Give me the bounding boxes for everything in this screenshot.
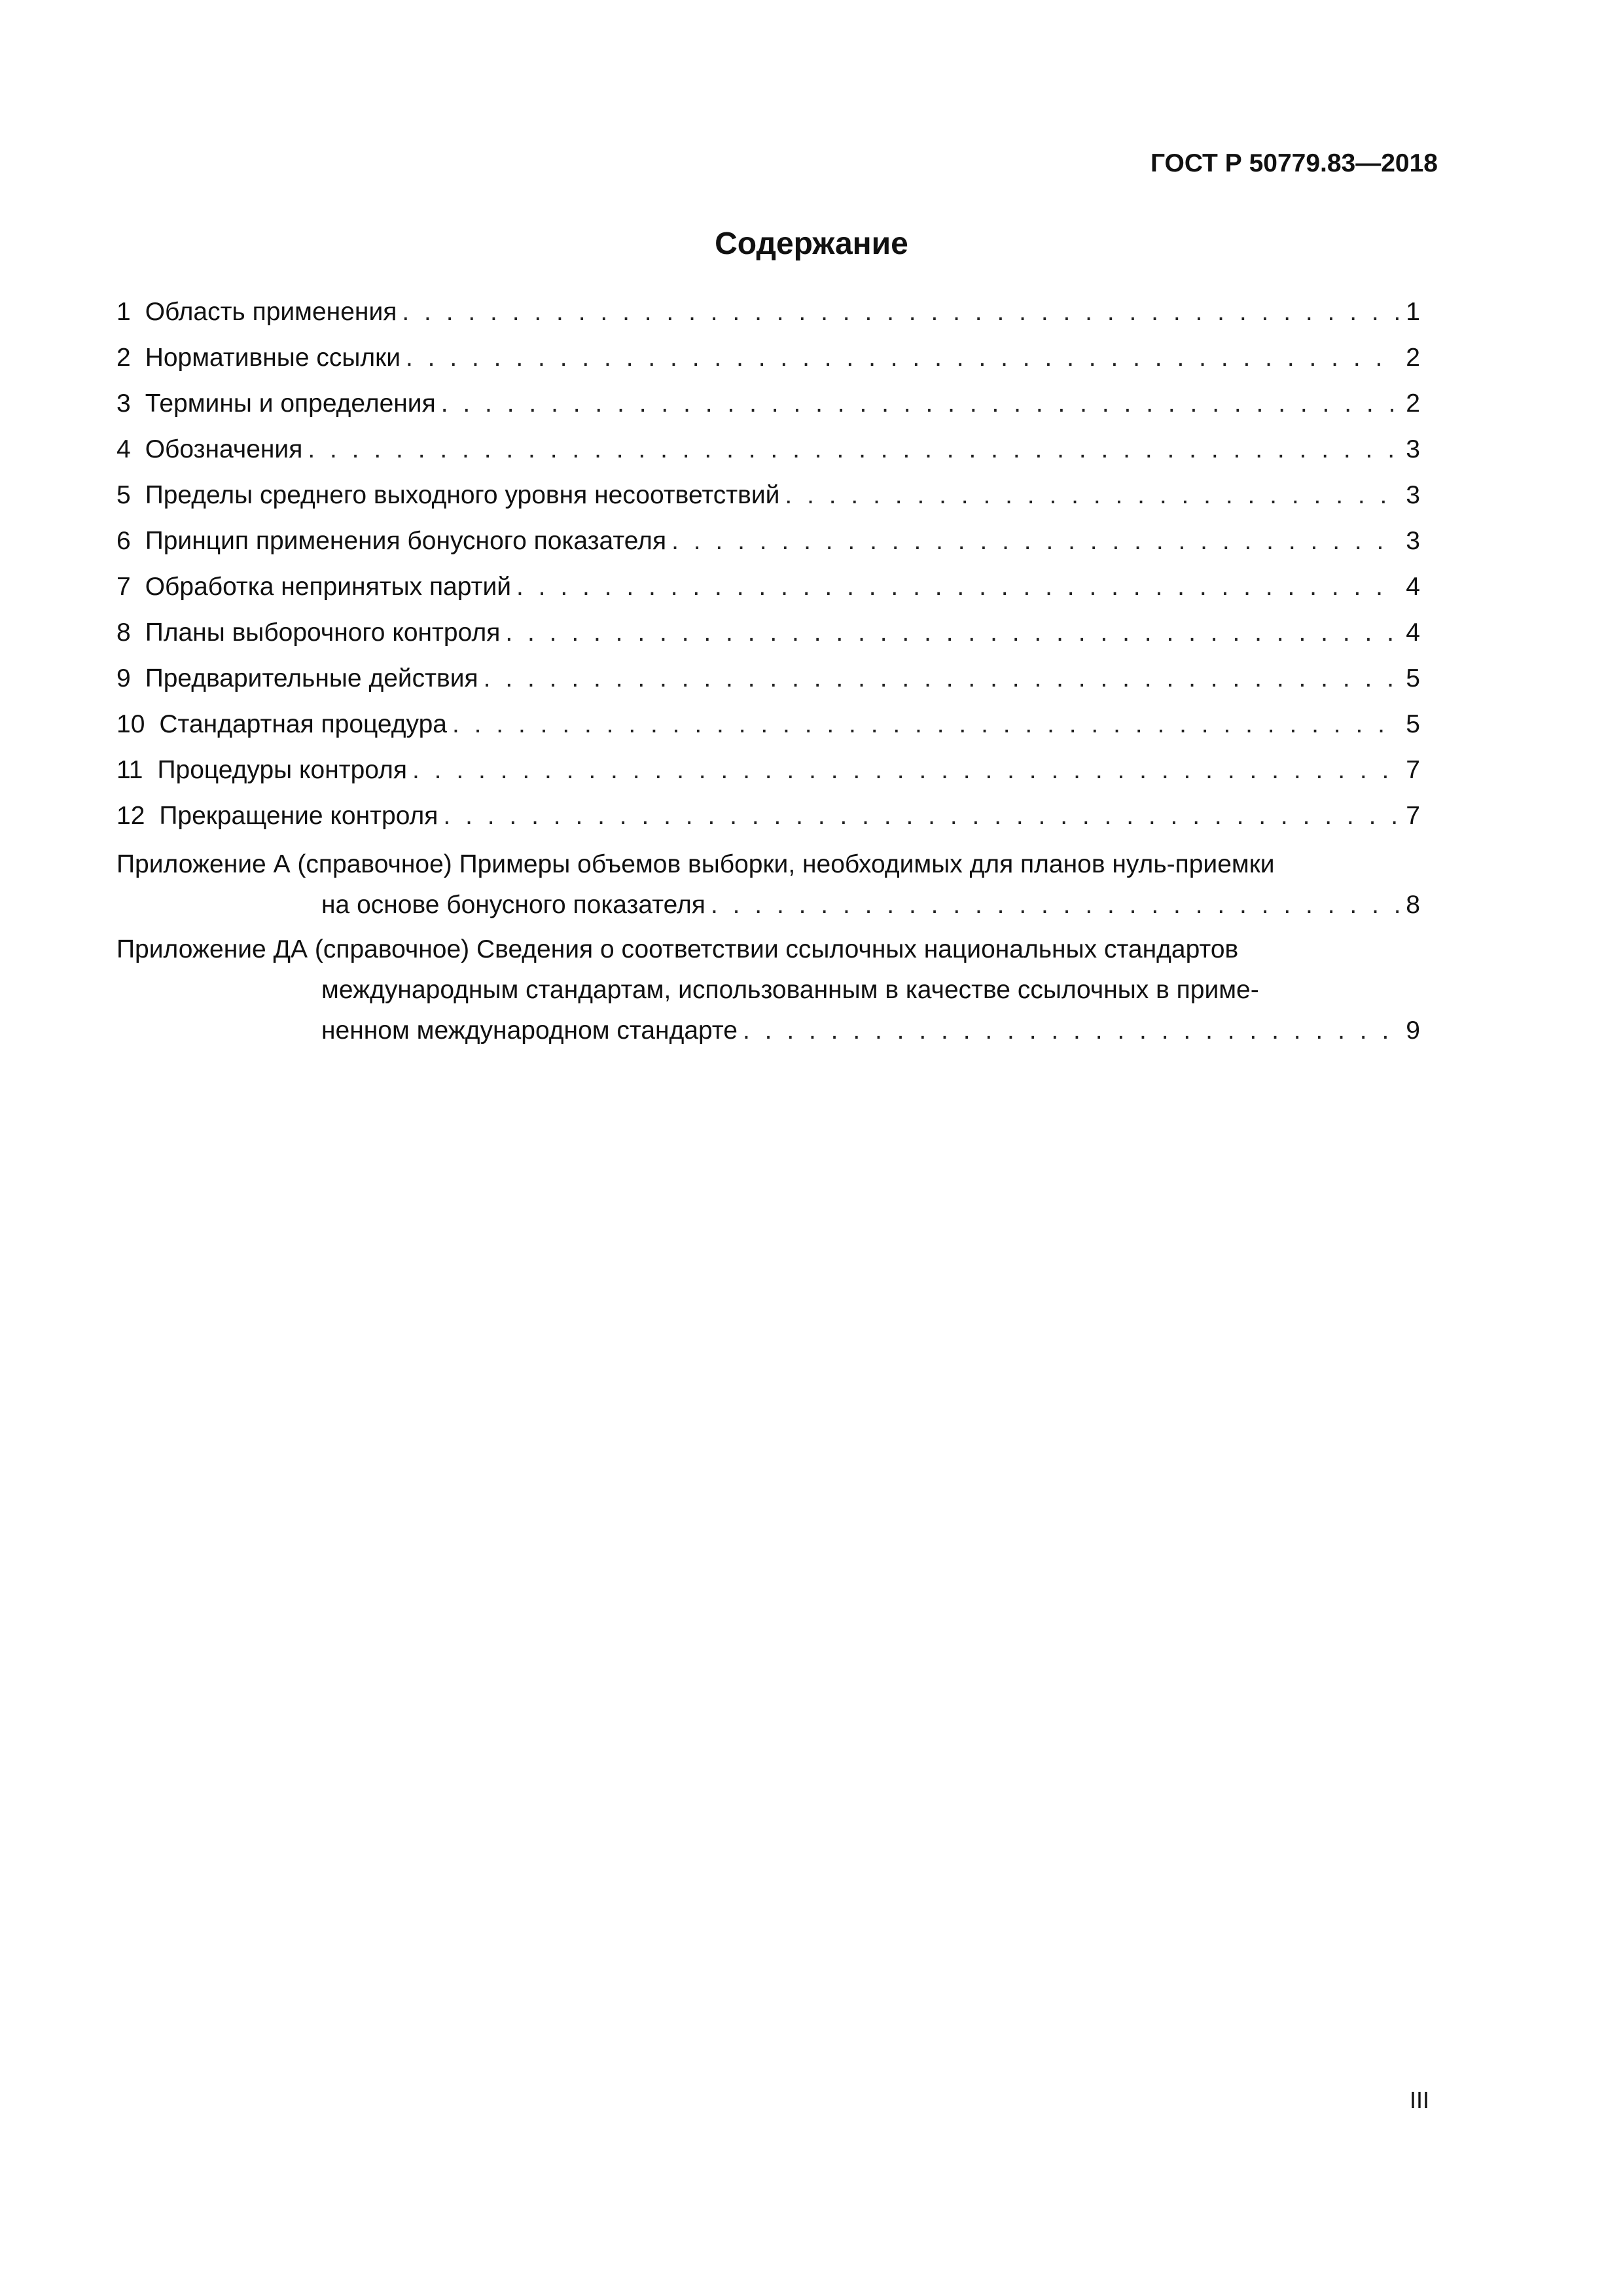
toc-entry-number: 7: [116, 573, 131, 601]
dot-leader: [785, 481, 1399, 510]
appendix-title: Приложение А (справочное) Примеры объемов выборки, необходимых для планов нуль-приемки: [116, 850, 1275, 878]
toc-entry-number: 5: [116, 481, 131, 509]
dot-leader: [452, 710, 1399, 739]
table-of-contents: [116, 298, 1420, 1057]
toc-entry-number: 2: [116, 344, 131, 372]
appendix-title-cont: ненном международном стандарте: [321, 1016, 738, 1045]
toc-entry-number: 6: [116, 527, 131, 555]
dot-leader: [402, 298, 1399, 327]
toc-appendix-da[interactable]: [116, 935, 1420, 1057]
toc-entry-12[interactable]: [116, 802, 1420, 848]
toc-entry-page: 4: [1406, 619, 1420, 647]
toc-entry-number: 12: [116, 802, 145, 830]
toc-entry-4[interactable]: [116, 435, 1420, 481]
toc-entry-label: Стандартная процедура: [159, 710, 447, 738]
toc-entry-label: Нормативные ссылки: [145, 344, 401, 372]
toc-entry-label: Процедуры контроля: [157, 756, 408, 784]
toc-entry-label: Пределы среднего выходного уровня несоответствий: [145, 481, 780, 509]
appendix-page: 8: [1406, 891, 1420, 919]
toc-entry-number: 10: [116, 710, 145, 738]
toc-entry-number: 8: [116, 619, 131, 647]
toc-entry-page: 1: [1406, 298, 1420, 326]
toc-entry-page: 2: [1406, 389, 1420, 418]
appendix-page: 9: [1406, 1016, 1420, 1045]
toc-entry-9[interactable]: [116, 664, 1420, 710]
dot-leader: [484, 664, 1399, 693]
dot-leader: [406, 344, 1399, 372]
appendix-title-cont: международным стандартам, использованным в качестве ссылочных в приме-: [321, 976, 1259, 1004]
toc-entry-page: 7: [1406, 756, 1420, 784]
toc-entry-page: 5: [1406, 664, 1420, 692]
toc-entry-page: 4: [1406, 573, 1420, 601]
toc-entry-label: Планы выборочного контроля: [145, 619, 501, 647]
dot-leader: [308, 435, 1399, 464]
toc-entry-number: 3: [116, 389, 131, 418]
appendix-title-cont: на основе бонусного показателя: [321, 891, 705, 919]
toc-entry-label: Термины и определения: [145, 389, 436, 418]
toc-entry-6[interactable]: [116, 527, 1420, 573]
dot-leader: [505, 619, 1399, 647]
dot-leader: [711, 891, 1399, 920]
page-number: III: [1410, 2087, 1430, 2113]
toc-entry-8[interactable]: [116, 619, 1420, 664]
toc-entry-label: Принцип применения бонусного показателя: [145, 527, 667, 555]
dot-leader: [441, 389, 1399, 418]
toc-entry-label: Обозначения: [145, 435, 303, 463]
toc-entry-page: 3: [1406, 435, 1420, 463]
dot-leader: [443, 802, 1399, 831]
toc-entry-number: 1: [116, 298, 131, 326]
toc-entry-page: 3: [1406, 481, 1420, 509]
toc-entry-number: 9: [116, 664, 131, 692]
toc-entry-2[interactable]: [116, 344, 1420, 389]
toc-title: Содержание: [715, 226, 908, 261]
toc-entry-11[interactable]: [116, 756, 1420, 802]
toc-entry-page: 7: [1406, 802, 1420, 830]
toc-appendix-a[interactable]: [116, 850, 1420, 931]
toc-entry-10[interactable]: [116, 710, 1420, 756]
toc-entry-page: 2: [1406, 344, 1420, 372]
toc-entry-label: Область применения: [145, 298, 397, 326]
toc-entry-page: 5: [1406, 710, 1420, 738]
toc-entry-7[interactable]: [116, 573, 1420, 619]
toc-entry-5[interactable]: [116, 481, 1420, 527]
toc-entry-3[interactable]: [116, 389, 1420, 435]
toc-entry-page: 3: [1406, 527, 1420, 555]
document-code: ГОСТ Р 50779.83—2018: [1150, 149, 1438, 177]
dot-leader: [671, 527, 1399, 556]
dot-leader: [743, 1016, 1399, 1045]
toc-entry-label: Прекращение контроля: [159, 802, 438, 830]
toc-entry-number: 4: [116, 435, 131, 463]
appendix-title: Приложение ДА (справочное) Сведения о соответствии ссылочных национальных стандартов: [116, 935, 1239, 963]
dot-leader: [516, 573, 1399, 601]
dot-leader: [412, 756, 1399, 785]
toc-entry-number: 11: [116, 756, 143, 784]
toc-entry-label: Предварительные действия: [145, 664, 478, 692]
toc-entry-1[interactable]: [116, 298, 1420, 344]
toc-entry-label: Обработка непринятых партий: [145, 573, 512, 601]
